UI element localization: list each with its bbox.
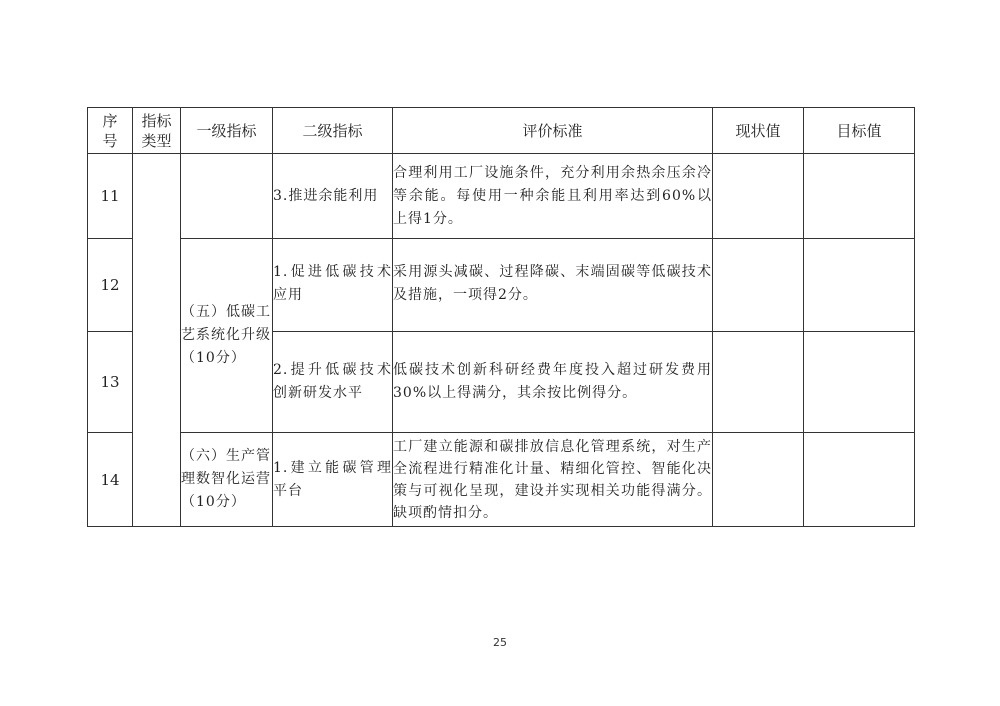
table-row (88, 154, 915, 239)
level1-cell (181, 154, 273, 239)
criteria-cell: 工厂建立能源和碳排放信息化管理系统，对生产全流程进行精准化计量、精细化管控、智能化决策与可视化呈现，建设并实现相关功能得满分。缺项酌情扣分。 (393, 433, 713, 527)
level2-cell: 1.建立能碳管理平台 (273, 433, 393, 527)
level2-cell: 3.推进余能利用 (273, 154, 393, 239)
header-level2: 二级指标 (273, 108, 393, 154)
indicator-table (87, 107, 915, 527)
page-number: 25 (493, 636, 507, 649)
criteria-cell: 低碳技术创新科研经费年度投入超过研发费用30%以上得满分，其余按比例得分。 (393, 332, 713, 433)
level2-cell: 1.促进低碳技术应用 (273, 239, 393, 332)
row-number: 14 (88, 433, 133, 527)
level2-cell: 2.提升低碳技术创新研发水平 (273, 332, 393, 433)
current-value-cell (713, 433, 804, 527)
header-row (88, 108, 915, 154)
criteria-cell: 采用源头减碳、过程降碳、末端固碳等低碳技术及措施，一项得2分。 (393, 239, 713, 332)
target-value-cell (804, 154, 915, 239)
row-number: 11 (88, 154, 133, 239)
target-value-cell (804, 239, 915, 332)
level1-cell: （六）生产管理数智化运营（10分） (181, 433, 273, 527)
level1-cell: （五）低碳工艺系统化升级（10分） (181, 239, 273, 433)
indicator-type-cell (133, 154, 181, 527)
current-value-cell (713, 239, 804, 332)
row-number: 13 (88, 332, 133, 433)
table-row (88, 433, 915, 527)
header-level1: 一级指标 (181, 108, 273, 154)
header-current: 现状值 (713, 108, 804, 154)
row-number: 12 (88, 239, 133, 332)
target-value-cell (804, 332, 915, 433)
criteria-cell: 合理利用工厂设施条件，充分利用余热余压余冷等余能。每使用一种余能且利用率达到60%以上得1分。 (393, 154, 713, 239)
table-row (88, 239, 915, 332)
header-seq: 序号 (88, 108, 133, 154)
current-value-cell (713, 332, 804, 433)
header-type: 指标类型 (133, 108, 181, 154)
header-criteria: 评价标准 (393, 108, 713, 154)
target-value-cell (804, 433, 915, 527)
header-target: 目标值 (804, 108, 915, 154)
current-value-cell (713, 154, 804, 239)
